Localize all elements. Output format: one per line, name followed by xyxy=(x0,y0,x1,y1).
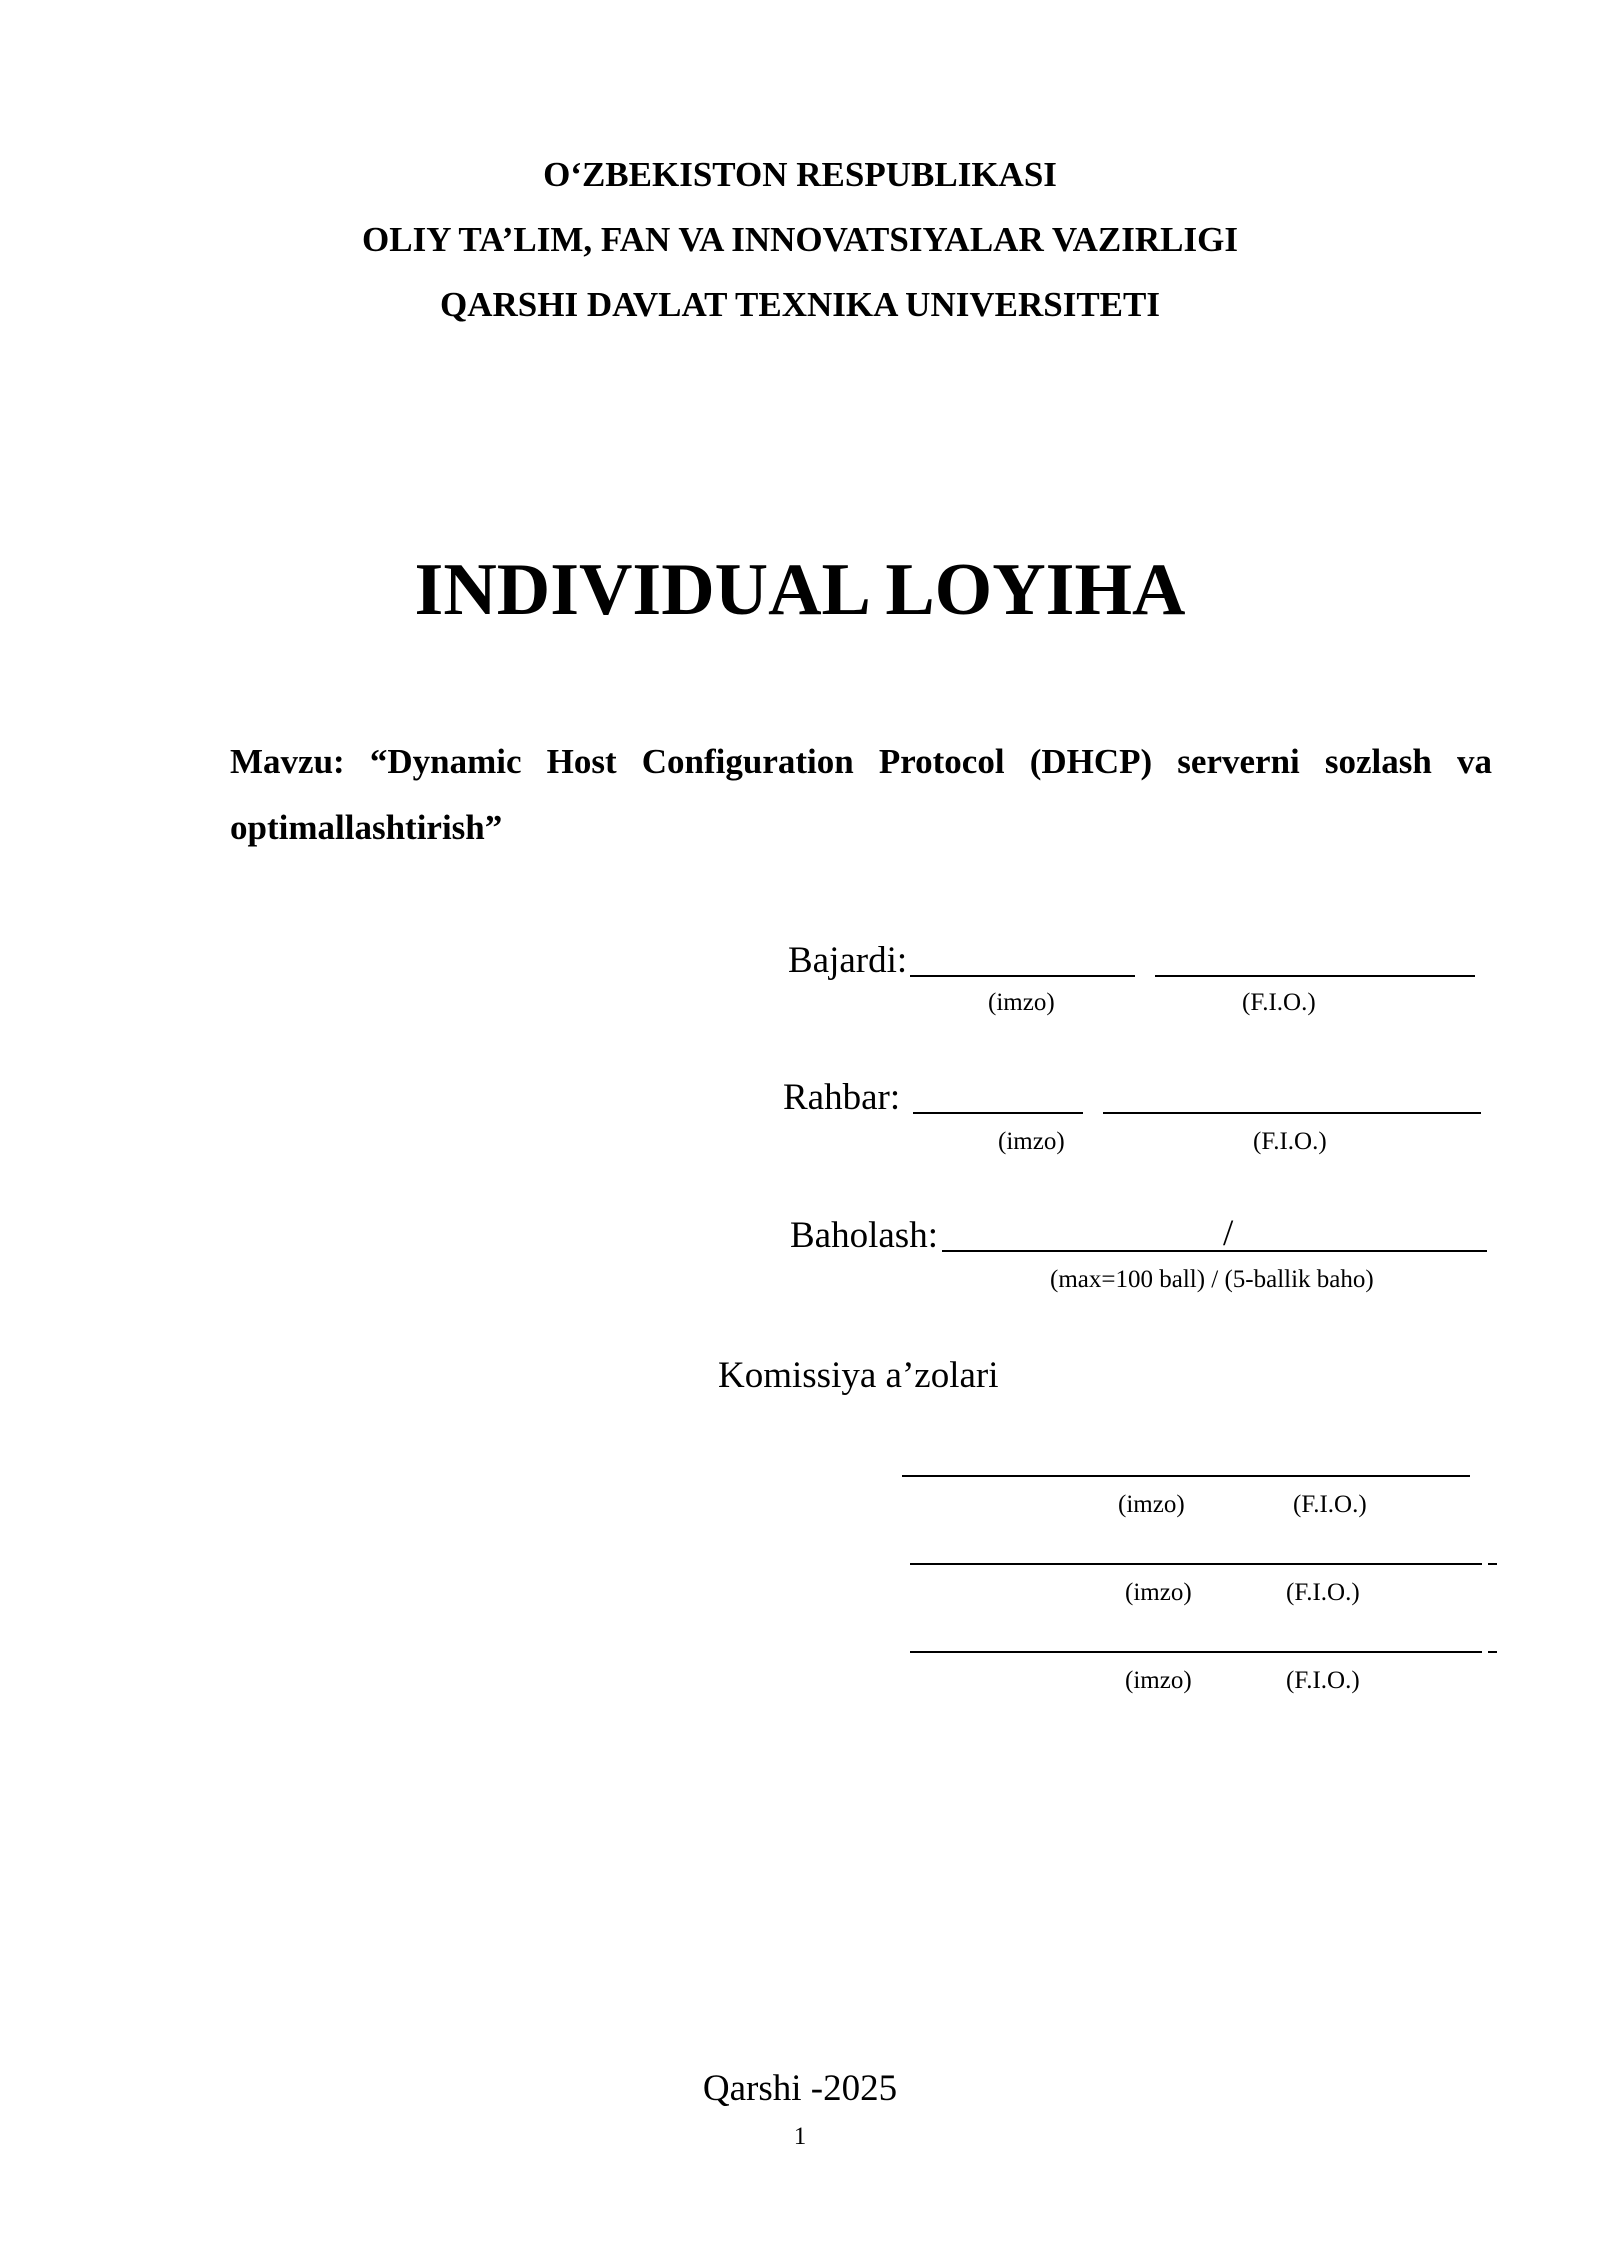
page-number: 1 xyxy=(793,2123,807,2150)
commission-member-1-imzo-hint: (imzo) xyxy=(1118,1491,1185,1518)
topic-block xyxy=(230,742,1492,782)
commission-member-1-line[interactable] xyxy=(902,1475,1470,1477)
commission-member-3-fio-hint: (F.I.O.) xyxy=(1286,1667,1360,1694)
rahbar-fio-hint: (F.I.O.) xyxy=(1253,1128,1327,1155)
baholash-hint: (max=100 ball) / (5-ballik baho) xyxy=(1050,1266,1374,1293)
commission-member-3-line-tail xyxy=(1488,1651,1497,1653)
bajardi-imzo-hint: (imzo) xyxy=(988,989,1055,1016)
commission-member-2-line[interactable] xyxy=(910,1563,1482,1565)
topic-line-2: optimallashtirish” xyxy=(230,808,503,847)
bajardi-label: Bajardi: xyxy=(788,940,908,981)
bajardi-name-line[interactable] xyxy=(1155,975,1475,977)
rahbar-name-line[interactable] xyxy=(1103,1112,1481,1114)
commission-member-2-line-tail xyxy=(1488,1563,1497,1565)
country-name: O‘ZBEKISTON RESPUBLIKASI xyxy=(543,155,1057,194)
commission-member-1-fio-hint: (F.I.O.) xyxy=(1293,1491,1367,1518)
commission-member-3-imzo-hint: (imzo) xyxy=(1125,1667,1192,1694)
baholash-slash: / xyxy=(1223,1213,1234,1254)
bajardi-fio-hint: (F.I.O.) xyxy=(1242,989,1316,1016)
ministry-name: OLIY TA’LIM, FAN VA INNOVATSIYALAR VAZIRLIGI xyxy=(362,220,1238,259)
topic-line-1: Mavzu: “Dynamic Host Configuration Protocol (DHCP) serverni sozlash va xyxy=(230,742,1492,781)
baholash-line[interactable] xyxy=(942,1250,1487,1252)
document-title: INDIVIDUAL LOYIHA xyxy=(414,549,1186,631)
rahbar-label: Rahbar: xyxy=(783,1077,901,1118)
commission-member-2-fio-hint: (F.I.O.) xyxy=(1286,1579,1360,1606)
university-name: QARSHI DAVLAT TEXNIKA UNIVERSITETI xyxy=(440,285,1160,324)
baholash-label: Baholash: xyxy=(790,1215,938,1256)
rahbar-imzo-hint: (imzo) xyxy=(998,1128,1065,1155)
rahbar-signature-line[interactable] xyxy=(913,1112,1083,1114)
commission-label: Komissiya a’zolari xyxy=(718,1355,999,1396)
place-year: Qarshi -2025 xyxy=(702,2068,898,2109)
commission-member-3-line[interactable] xyxy=(910,1651,1482,1653)
bajardi-signature-line[interactable] xyxy=(910,975,1135,977)
commission-member-2-imzo-hint: (imzo) xyxy=(1125,1579,1192,1606)
